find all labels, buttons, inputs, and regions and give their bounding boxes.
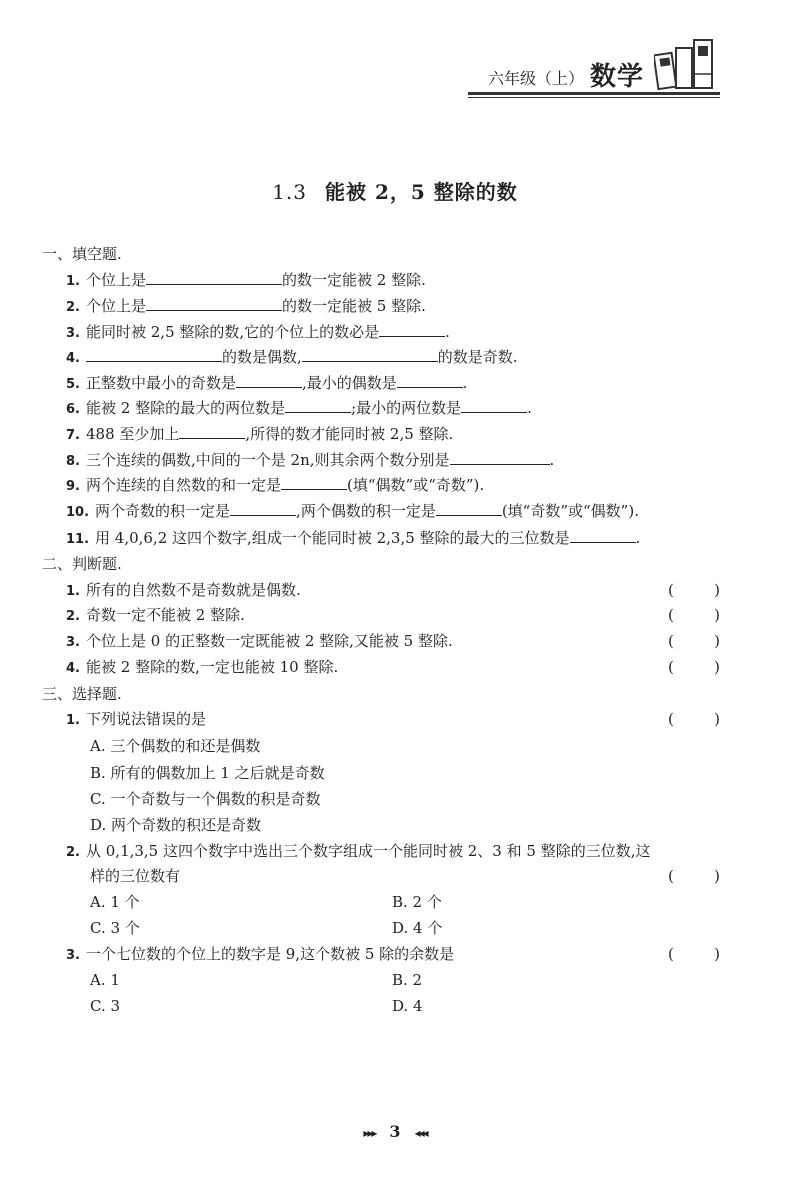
answer-parens[interactable]: ( ) xyxy=(668,632,720,650)
fill-item: 10. 两个奇数的积一定是 ,两个偶数的积一定是 (填“奇数”或“偶数”). xyxy=(66,502,639,520)
section-title: 能被 2，5 整除的数 xyxy=(325,180,518,204)
right-arrows-icon: ◂◂◂ xyxy=(414,1126,427,1140)
fill-item: 9. 两个连续的自然数的和一定是 (填“偶数”或“奇数”). xyxy=(66,476,485,494)
choice-option[interactable]: C. 3 xyxy=(90,997,121,1015)
choice-option[interactable]: B. 所有的偶数加上 1 之后就是奇数 xyxy=(90,764,325,782)
section1-heading: 一、填空题. xyxy=(42,245,122,263)
answer-blank[interactable] xyxy=(86,346,222,362)
answer-blank[interactable] xyxy=(230,500,296,516)
answer-blank[interactable] xyxy=(461,397,527,413)
page-header xyxy=(468,28,720,98)
answer-blank[interactable] xyxy=(146,269,282,285)
subject-label: 数学 xyxy=(590,62,645,92)
judge-item: 1. 所有的自然数不是奇数就是偶数. xyxy=(66,581,301,599)
left-arrows-icon: ▸▸▸ xyxy=(363,1126,376,1140)
header-rule xyxy=(468,92,720,95)
fill-item: 6. 能被 2 整除的最大的两位数是 ;最小的两位数是 . xyxy=(66,399,532,417)
answer-blank[interactable] xyxy=(236,372,302,388)
fill-item: 1. 个位上是 的数一定能被 2 整除. xyxy=(66,271,426,289)
answer-blank[interactable] xyxy=(436,500,502,516)
grade-label: 六年级（上） xyxy=(488,69,585,88)
answer-blank[interactable] xyxy=(570,527,636,543)
choice-option[interactable]: D. 4 xyxy=(392,997,423,1015)
fill-item: 3. 能同时被 2,5 整除的数,它的个位上的数必是 . xyxy=(66,323,450,341)
answer-blank[interactable] xyxy=(379,321,445,337)
fill-item: 4. 的数是偶数, 的数是奇数. xyxy=(66,348,518,366)
answer-blank[interactable] xyxy=(281,474,347,490)
answer-blank[interactable] xyxy=(302,346,438,362)
page-number: 3 xyxy=(389,1122,401,1141)
fill-item: 5. 正整数中最小的奇数是 ,最小的偶数是 . xyxy=(66,374,468,392)
answer-parens[interactable]: ( ) xyxy=(668,658,720,676)
books-icon xyxy=(654,34,716,90)
answer-parens[interactable]: ( ) xyxy=(668,710,720,728)
section2-heading: 二、判断题. xyxy=(42,555,122,573)
answer-blank[interactable] xyxy=(146,295,282,311)
choice-option[interactable]: C. 3 个 xyxy=(90,919,140,937)
answer-blank[interactable] xyxy=(179,423,245,439)
answer-parens[interactable]: ( ) xyxy=(668,581,720,599)
choice-option[interactable]: D. 两个奇数的积还是奇数 xyxy=(90,816,262,834)
page-footer xyxy=(0,1122,790,1141)
section-number: 1.3 xyxy=(272,180,308,204)
judge-item: 3. 个位上是 0 的正整数一定既能被 2 整除,又能被 5 整除. xyxy=(66,632,453,650)
answer-blank[interactable] xyxy=(397,372,463,388)
fill-item: 11. 用 4,0,6,2 这四个数字,组成一个能同时被 2,3,5 整除的最大的三位数是 . xyxy=(66,529,641,547)
choice-option[interactable]: A. 1 个 xyxy=(90,893,140,911)
choice-option[interactable]: A. 三个偶数的和还是偶数 xyxy=(90,737,261,755)
answer-parens[interactable]: ( ) xyxy=(668,945,720,963)
answer-parens[interactable]: ( ) xyxy=(668,867,720,885)
choice-question: 3. 一个七位数的个位上的数字是 9,这个数被 5 除的余数是 xyxy=(66,945,455,963)
choice-question-cont: 样的三位数有 xyxy=(90,867,181,885)
fill-item: 8. 三个连续的偶数,中间的一个是 2n,则其余两个数分别是 . xyxy=(66,451,555,469)
choice-option[interactable]: A. 1 xyxy=(90,971,120,989)
fill-item: 7. 488 至少加上 ,所得的数才能同时被 2,5 整除. xyxy=(66,425,454,443)
choice-option[interactable]: C. 一个奇数与一个偶数的积是奇数 xyxy=(90,790,321,808)
choice-question: 1. 下列说法错误的是 xyxy=(66,710,206,728)
choice-option[interactable]: B. 2 个 xyxy=(392,893,442,911)
judge-item: 2. 奇数一定不能被 2 整除. xyxy=(66,606,245,624)
answer-blank[interactable] xyxy=(285,397,351,413)
answer-blank[interactable] xyxy=(450,449,550,465)
fill-item: 2. 个位上是 的数一定能被 5 整除. xyxy=(66,297,426,315)
judge-item: 4. 能被 2 整除的数,一定也能被 10 整除. xyxy=(66,658,339,676)
answer-parens[interactable]: ( ) xyxy=(668,606,720,624)
page-title xyxy=(0,176,790,205)
choice-option[interactable]: B. 2 xyxy=(392,971,423,989)
header-rule-thin xyxy=(468,97,720,98)
choice-question: 2. 从 0,1,3,5 这四个数字中选出三个数字组成一个能同时被 2、3 和 5 整除的三位数,这 xyxy=(66,842,651,860)
choice-option[interactable]: D. 4 个 xyxy=(392,919,443,937)
section3-heading: 三、选择题. xyxy=(42,685,122,703)
